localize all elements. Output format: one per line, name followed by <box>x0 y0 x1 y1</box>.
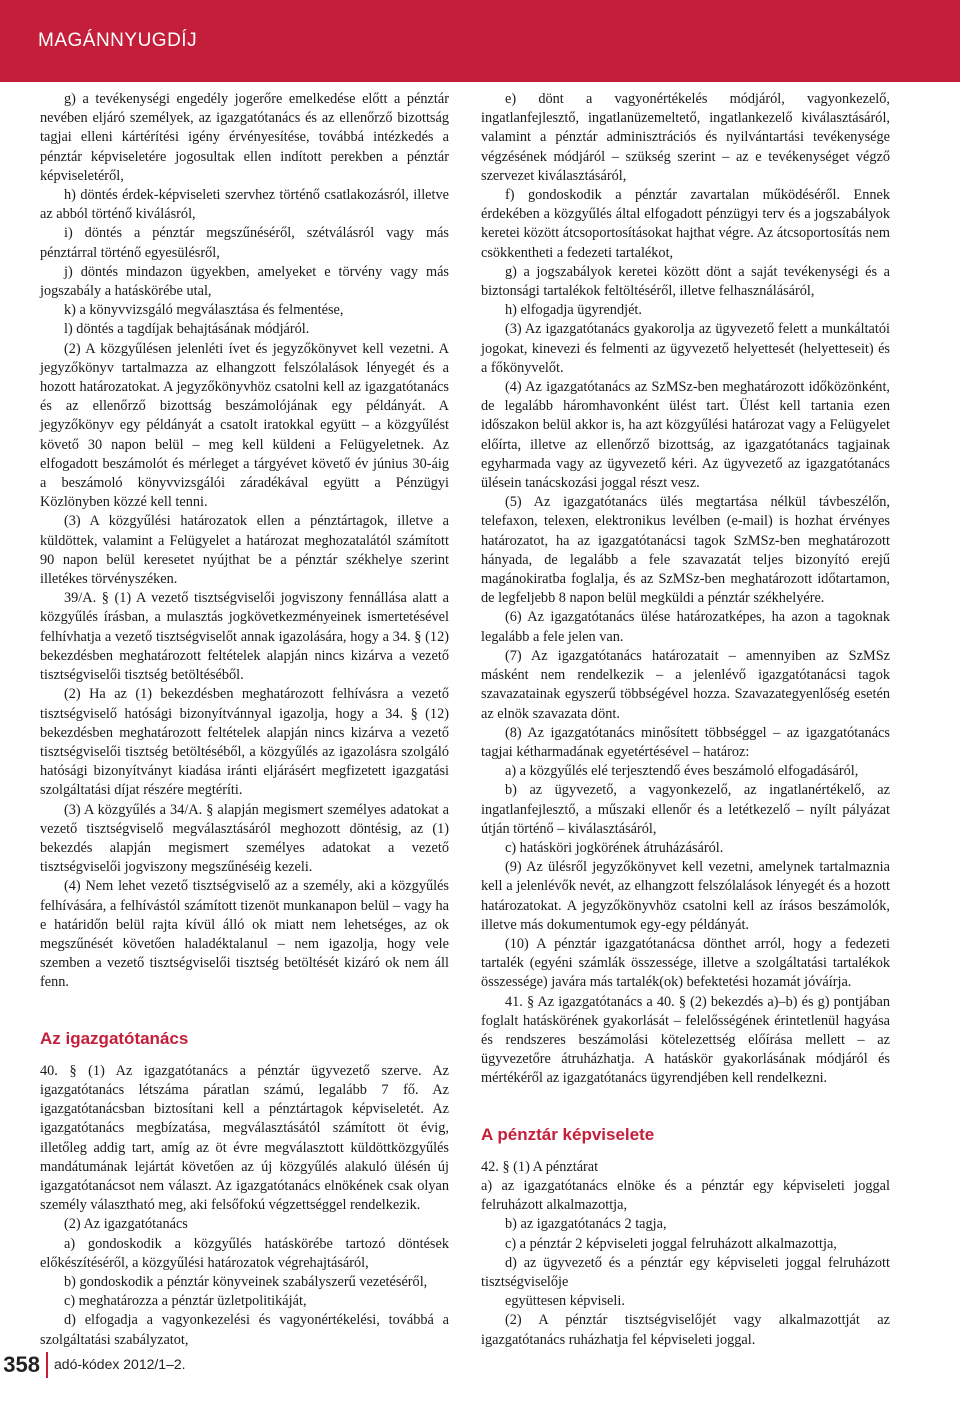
paragraph: b) az ügyvezető, a vagyonkezelő, az ingatlanértékelő, az ingatlanfejlesztő, a műszaki ellenőr és a letétkezelő – nyílt pályázat útján történő – kiválasztásáról, <box>481 782 890 837</box>
right-column <box>481 90 890 1350</box>
paragraph: h) elfogadja ügyrendjét. <box>505 302 642 319</box>
paragraph: l) döntés a tagdíjak behajtásának módjáról. <box>64 321 310 338</box>
paragraph: 39/A. § (1) A vezető tisztségviselői jogviszony fennállása alatt a közgyűlés írásban, a mulasztás jogkövetkezményeinek ismertetésével felhívhatja a vezető tisztségviselőt annak igazolására, hogy a 34. § (12) bekezdésben meghatározott feltételek alapján nincs kizárva a vezető tisztségviselői tisztség betöltéséből. <box>40 590 449 684</box>
paragraph: (9) Az ülésről jegyzőkönyvet kell vezetni, amelynek tartalmaznia kell a jelenlévők nevét, az elhangzott felszólalások lényegét és a hozott határozatokat. A jegyzőkönyvhöz csatolni kell az írásos beszámolók, illetve más dokumentumok egy-egy példányát. <box>481 859 890 933</box>
paragraph: (4) Az igazgatótanács az SzMSz-ben meghatározott időközönként, de legalább háromhavonként ülést tart. Ülést kell tartania ezen időszakon belül akkor is, ha azt közgyűlési határozat vagy a Felügyelet előírta, illetve az ellenőrző bizottság, az igazgatótanács tagjainak egyharmada vagy az ügyvezető kéri. Az ügyvezető az igazgatótanács ülésein tanácskozási joggal részt vesz. <box>481 379 890 492</box>
paragraph: 42. § (1) A pénztárat <box>481 1158 599 1175</box>
paragraph: (2) Az igazgatótanács <box>64 1216 188 1233</box>
section-title: MAGÁNNYUGDÍJ <box>38 30 198 51</box>
paragraph: 40. § (1) Az igazgatótanács a pénztár ügyvezető szerve. Az igazgatótanács létszáma páratlan számú, legalább 7 fő. Az igazgatótanácsban biztosítani kell a pénztártagok képviseletét. Az igazgatótanács megbízatása, megválasztásától számított öt évig, illetőleg addig tart, amíg az öt évre megválasztott küldöttközgyűlés mandátumának lejártát követően az új közgyűlés alakuló ülésén új igazgatótanácsot nem választ. Az igazgatótanács elnökének csak olyan személy választható meg, aki felsőfokú végzettséggel rendelkezik. <box>40 1062 449 1214</box>
paragraph: d) elfogadja a vagyonkezelési és vagyonértékelési, továbbá a szolgáltatási szabályzatot, <box>40 1312 449 1348</box>
paragraph: a) a közgyűlés elé terjesztendő éves beszámoló elfogadásáról, <box>505 763 859 780</box>
paragraph: c) meghatározza a pénztár üzletpolitikáját, <box>64 1293 307 1310</box>
paragraph: 41. § Az igazgatótanács a 40. § (2) bekezdés a)–b) és g) pontjában foglalt hatáskörének gyakorlását – felelősségének érintetlenül hagyása és rendszeres beszámolási kötelezettség előírása mellett – az ügyvezetőre átruházhatja. A hatáskör gyakorlásának módjáról és mértékéről az igazgatótanács ügyrendjében kell rendelkezni. <box>481 993 890 1087</box>
paragraph: (2) Ha az (1) bekezdésben meghatározott felhívásra a vezető tisztségviselő hatósági bizonyítvánnyal igazolja, hogy a 34. § (12) bekezdésben meghatározott feltételek alapján nincs kizárva a vezető tisztségviselői tisztség betöltéséből, a közgyűlés az igazolásra szolgáló hatósági bizonyítványt kiadása iránti eljárásért megfizetett igazgatási szolgáltatási díjat részére megtéríti. <box>40 686 449 799</box>
paragraph: (3) Az igazgatótanács gyakorolja az ügyvezető felett a munkáltatói jogokat, kinevezi és felmenti az ügyvezető helyettesét (helyetteseit) és a főkönyvelőt. <box>481 321 890 376</box>
paragraph: c) hatásköri jogkörének átruházásáról. <box>505 839 724 856</box>
paragraph: (4) Nem lehet vezető tisztségviselő az a személy, aki a közgyűlés felhívására, a felhívástól számított tizenöt munkanapon belül – vagy ha e határidőn belül rajta kívül álló ok miatt nem lehetséges, az ok megszűnését követően haladéktalanul – nem igazolja, hogy vele szemben a vezető tisztségviselői tisztség betöltését kizáró ok nem áll fenn. <box>40 878 449 991</box>
paragraph: (3) A közgyűlési határozatok ellen a pénztártagok, illetve a küldöttek, valamint a Felügyelet a határozat meghozatalától számított 90 napon belül keresetet nyújthat be a pénztár székhelye szerint illetékes törvényszéken. <box>40 513 449 588</box>
paragraph: (2) A közgyűlésen jelenléti ívet és jegyzőkönyvet kell vezetni. A jegyzőkönyv tartalmazza az elhangzott felszólalások lényegét és a hozott határozatokat. A jegyzőkönyvhöz csatolni kell az igazgatótanács és az ellenőrző bizottság beszámolójának egy példányát. A jegyzőkönyv egy példányát a csatolt iratokkal együtt – a közgyűlést követő 30 napon belül – meg kell küldeni a Felügyeletnek. Az elfogadott beszámolót és mérleget a tárgyévet követő év június 30-áig a beszámoló könyvvizsgálói záradékával együtt a Pénzügyi Közlönyben közzé kell tenni. <box>40 340 449 511</box>
paragraph: (2) A pénztár tisztségviselőjét vagy alkalmazottját az igazgatótanács ruházhatja fel képviseleti joggal. <box>481 1312 890 1348</box>
paragraph: g) a jogszabályok keretei között dönt a saját tevékenységi és a biztonsági tartalékok feltöltéséről, illetve felhasználásáról, <box>481 263 890 300</box>
paragraph: (7) Az igazgatótanács határozatait – amennyiben az SzMSz másként nem rendelkezik – a jelenlévő igazgatótanácsi tagok szavazatainak egyszerű többségével hozza. Szavazategyenlőség esetén az elnök szavazata dönt. <box>481 647 890 722</box>
paragraph: b) gondoskodik a pénztár könyveinek szabályszerű vezetéséről, <box>64 1273 428 1290</box>
section-heading: Az igazgatótanács <box>40 1028 189 1048</box>
paragraph: f) gondoskodik a pénztár zavartalan működéséről. Ennek érdekében a közgyűlés által elfogadott pénzügyi terv és a jogszabályok keretei között átcsoportosításokat hajthat végre. Az átcsoportosítás nem csökkentheti a fedezeti tartalékot, <box>481 187 890 261</box>
header-bar <box>0 0 960 82</box>
journal-reference: adó-kódex 2012/1–2. <box>54 1356 186 1372</box>
page-number: 358 <box>0 1352 48 1378</box>
paragraph: k) a könyvvizsgáló megválasztása és felmentése, <box>64 302 344 319</box>
paragraph: (3) A közgyűlés a 34/A. § alapján megismert személyes adatokat a vezető tisztségviselő megválasztásáról meghozott döntésig, az (1) bekezdés alapján megismert személyes adatokat a vezető tisztségviselői jogviszony megszűnéséig kezeli. <box>40 801 449 876</box>
paragraph: a) gondoskodik a közgyűlés hatáskörébe tartozó döntések előkészítéséről, a közgyűlési határozatok végrehajtásáról, <box>40 1235 449 1271</box>
left-column <box>40 90 449 1350</box>
paragraph: (8) Az igazgatótanács minősített többséggel – az igazgatótanács tagjai kétharmadának egyetértésével – határoz: <box>481 724 890 760</box>
paragraph: a) az igazgatótanács elnöke és a pénztár egy képviseleti joggal felruházott alkalmazottja, <box>481 1177 890 1214</box>
section-heading: A pénztár képviselete <box>481 1124 655 1144</box>
paragraph: (6) Az igazgatótanács ülése határozatképes, ha azon a tagoknak legalább a fele jelen van. <box>481 609 890 645</box>
paragraph: (5) Az igazgatótanács ülés megtartása nélkül távbeszélőn, telefaxon, telexen, elektronikus levélben (e-mail) is hozhat érvényes határozatot, ha az igazgatótanácsi tagok SzMSz-ben meghatározott hányada, de legalább a fele szavazatát teljes bizonyító erejű magánokiratba foglalja, és az SzMSz-ben meghatározott időtartamon, de legfeljebb 8 napon belül megküldi a pénztár székhelyére. <box>481 494 890 607</box>
paragraph: g) a tevékenységi engedély jogerőre emelkedése előtt a pénztár nevében eljáró személyek, az igazgatótanács és az ellenőrző bizottság tagjai elleni kártérítési igény érvényesítése, továbbá intézkedés a pénztár képviseletére jogosultak ellen indított perekben a pénztár képviseletéről, <box>40 91 449 184</box>
paragraph: b) az igazgatótanács 2 tagja, <box>505 1216 667 1233</box>
paragraph: (10) A pénztár igazgatótanácsa dönthet arról, hogy a fedezeti tartalék (egyéni számlák összessége, illetve a szolgáltatási tartalékok összessége) javára más tartalék(ok) befektetési hozamát jóváírja. <box>481 935 890 991</box>
paragraph: együttesen képviseli. <box>505 1293 625 1310</box>
paragraph: e) dönt a vagyonértékelés módjáról, vagyonkezelő, ingatlanfejlesztő, ingatlanüzemeltető, ingatlankezelő kiválasztásáról, valamint a pénztár adminisztrációs és nyilvántartási tevékenysége végzésének módjáról – szükség szerint – az e tevékenységet végző szervezet kiválasztásáról, <box>481 91 890 184</box>
paragraph: h) döntés érdek-képviseleti szervhez történő csatlakozásról, illetve az abból történő kiválásról, <box>40 187 449 223</box>
paragraph: i) döntés a pénztár megszűnéséről, szétválásról vagy más pénztárral történő egyesülésről, <box>40 225 449 261</box>
paragraph: c) a pénztár 2 képviseleti joggal felruházott alkalmazottja, <box>505 1235 837 1252</box>
paragraph: j) döntés mindazon ügyekben, amelyeket e törvény vagy más jogszabály a hatáskörébe utal, <box>40 263 449 300</box>
paragraph: d) az ügyvezető és a pénztár egy képviseleti joggal felruházott tisztségviselője <box>481 1254 890 1290</box>
